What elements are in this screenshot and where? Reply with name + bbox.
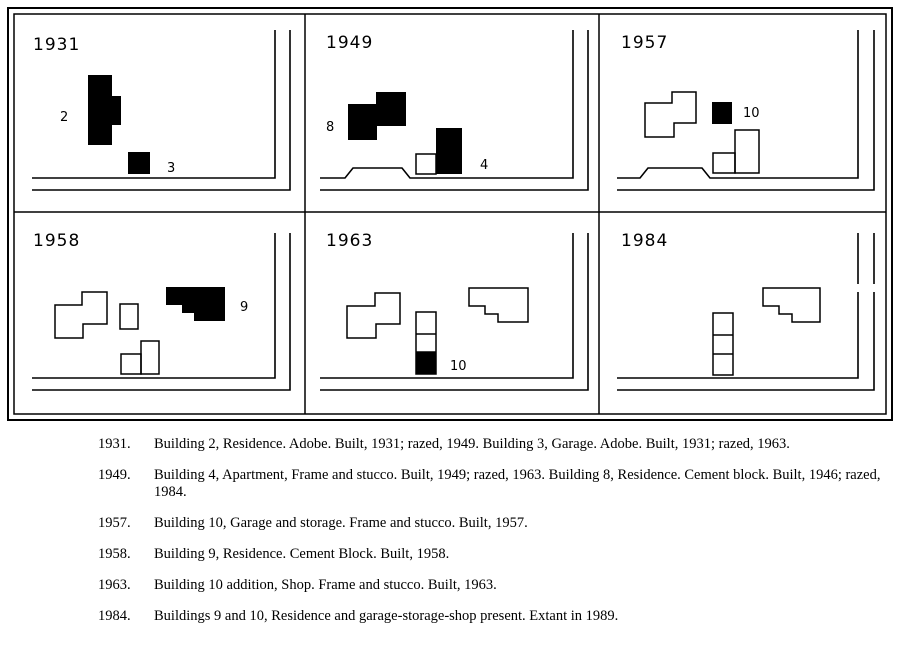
building-9	[763, 288, 820, 322]
building-10-addition	[416, 352, 436, 374]
caption-text: Building 9, Residence. Cement Block. Built, 1958.	[154, 546, 450, 562]
building-4-annex	[416, 154, 436, 174]
building-10	[120, 304, 138, 329]
road-gap	[852, 284, 880, 292]
panel-year: 1958	[33, 231, 81, 251]
panel-year: 1931	[33, 35, 81, 55]
caption-row	[98, 515, 888, 532]
caption-row	[98, 577, 888, 594]
panel-year: 1949	[326, 33, 374, 53]
building-label: 4	[480, 158, 489, 173]
panel-year: 1957	[621, 33, 669, 53]
building-8	[55, 292, 107, 338]
building-10	[712, 102, 732, 124]
building-4-annex	[713, 153, 735, 173]
caption-text: Buildings 9 and 10, Residence and garage-storage-shop present. Extant in 1989.	[154, 608, 619, 624]
panel-year: 1984	[621, 231, 669, 251]
caption-year: 1957.	[98, 515, 131, 531]
building-8	[347, 293, 400, 338]
caption-year: 1963.	[98, 577, 131, 593]
building-label: 9	[240, 300, 249, 315]
road-lines	[617, 233, 874, 390]
building-4-annex	[121, 354, 141, 374]
building-9	[469, 288, 528, 322]
caption-row	[98, 467, 888, 501]
caption-row	[98, 436, 888, 453]
caption-text: Building 10, Garage and storage. Frame and stucco. Built, 1957.	[154, 515, 528, 531]
building-8	[645, 92, 696, 137]
caption-row	[98, 546, 888, 563]
panel-1958	[32, 231, 290, 390]
building-label: 10	[743, 106, 760, 121]
panel-1949	[320, 30, 588, 190]
building-10	[713, 313, 733, 375]
panel-1984	[617, 231, 880, 390]
caption-year: 1958.	[98, 546, 131, 562]
building-4	[141, 341, 159, 374]
caption-text: Building 10 addition, Shop. Frame and stucco. Built, 1963.	[154, 577, 497, 593]
panel-year: 1963	[326, 231, 374, 251]
building-4	[735, 130, 759, 173]
caption-text: Building 2, Residence. Adobe. Built, 1931; razed, 1949. Building 3, Garage. Adobe. Built, 1931; razed, 1963.	[154, 436, 790, 452]
captions	[98, 436, 888, 639]
road-lines	[32, 233, 290, 390]
panel-1963	[320, 231, 588, 390]
caption-row	[98, 608, 888, 625]
building-2	[88, 75, 121, 145]
caption-year: 1931.	[98, 436, 131, 452]
building-3	[128, 152, 150, 174]
caption-text: Building 4, Apartment, Frame and stucco. Built, 1949; razed, 1963. Building 8, Residence. Cement block. Built, 1946; razed, 1984.	[154, 467, 881, 500]
panel-1957	[617, 30, 874, 190]
panel-1931	[32, 30, 290, 190]
building-label: 2	[60, 110, 69, 125]
building-4	[436, 128, 462, 174]
inner-frame	[14, 14, 886, 414]
caption-year: 1949.	[98, 467, 131, 483]
building-8	[348, 92, 406, 140]
building-9	[166, 287, 225, 321]
building-label: 10	[450, 359, 467, 374]
building-label: 3	[167, 161, 176, 176]
caption-year: 1984.	[98, 608, 131, 624]
building-label: 8	[326, 120, 335, 135]
